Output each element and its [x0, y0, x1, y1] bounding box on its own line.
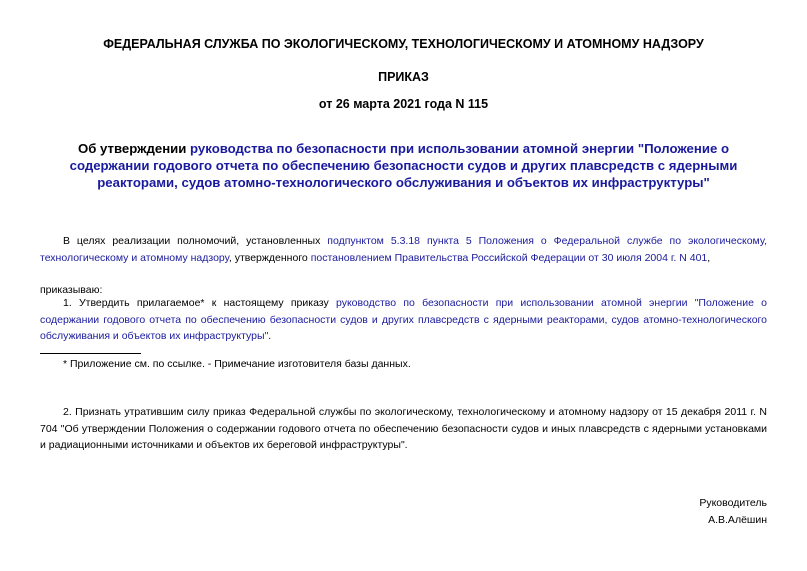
preamble-text-3: ,: [707, 251, 711, 264]
title-link[interactable]: руководства по безопасности при использовании атомной энергии "Положение о содержании годового отчета по обеспечению безопасности судов и других плавсредств с ядерными реакторами, судов атомно-технологического обслуживания и объектов их инфраструктуры": [69, 141, 738, 190]
document-type-heading: ПРИКАЗ: [378, 70, 429, 84]
clause-1-text-2: .: [268, 330, 272, 342]
guidance-link[interactable]: руководство по безопасности при использовании атомной энергии "Положение о содержании годового отчета по обеспечению безопасности судов и других плавсредств с ядерными реакторами, судов атомно-технологического обслуживания и объектов их инфраструктуры": [40, 297, 767, 342]
preamble-paragraph: [40, 233, 767, 266]
clause-1-paragraph: [40, 295, 767, 345]
footnote: * Приложение см. по ссылке. - Примечание изготовителя базы данных.: [63, 358, 411, 370]
order-word: приказываю:: [40, 284, 103, 296]
clause-1-text-1: 1. Утвердить прилагаемое* к настоящему приказу: [63, 297, 336, 309]
regulation-link[interactable]: подпунктом 5.3.18 пункта 5 Положения о Федеральной службе по экологическому, технологическому и атомному надзору: [40, 235, 767, 264]
title-prefix: Об утверждении: [77, 141, 191, 156]
clause-2-paragraph: 2. Признать утратившим силу приказ Федеральной службы по экологическому, технологическому и атомному надзору от 15 декабря 2011 г. N 704 "Об утверждении Положения о содержании годового отчета по обеспечению безопасности судов и иных плавсредств с ядерными установками и радиационными источниками и объектов их береговой инфраструктуры".: [40, 406, 767, 451]
preamble-text-2: , утвержденного: [228, 251, 311, 264]
document-date-number: от 26 марта 2021 года N 115: [318, 97, 489, 111]
footnote-divider: [40, 353, 141, 354]
signatory-name: А.В.Алёшин: [708, 514, 767, 526]
document-title: [40, 140, 767, 191]
agency-heading: ФЕДЕРАЛЬНАЯ СЛУЖБА ПО ЭКОЛОГИЧЕСКОМУ, ТЕХНОЛОГИЧЕСКОМУ И АТОМНОМУ НАДЗОРУ: [103, 37, 704, 51]
signatory-role: Руководитель: [699, 497, 767, 509]
preamble-text-1: В целях реализации полномочий, установленных: [63, 235, 328, 247]
government-decree-link[interactable]: постановлением Правительства Российской Федерации от 30 июля 2004 г. N 401: [310, 251, 708, 264]
